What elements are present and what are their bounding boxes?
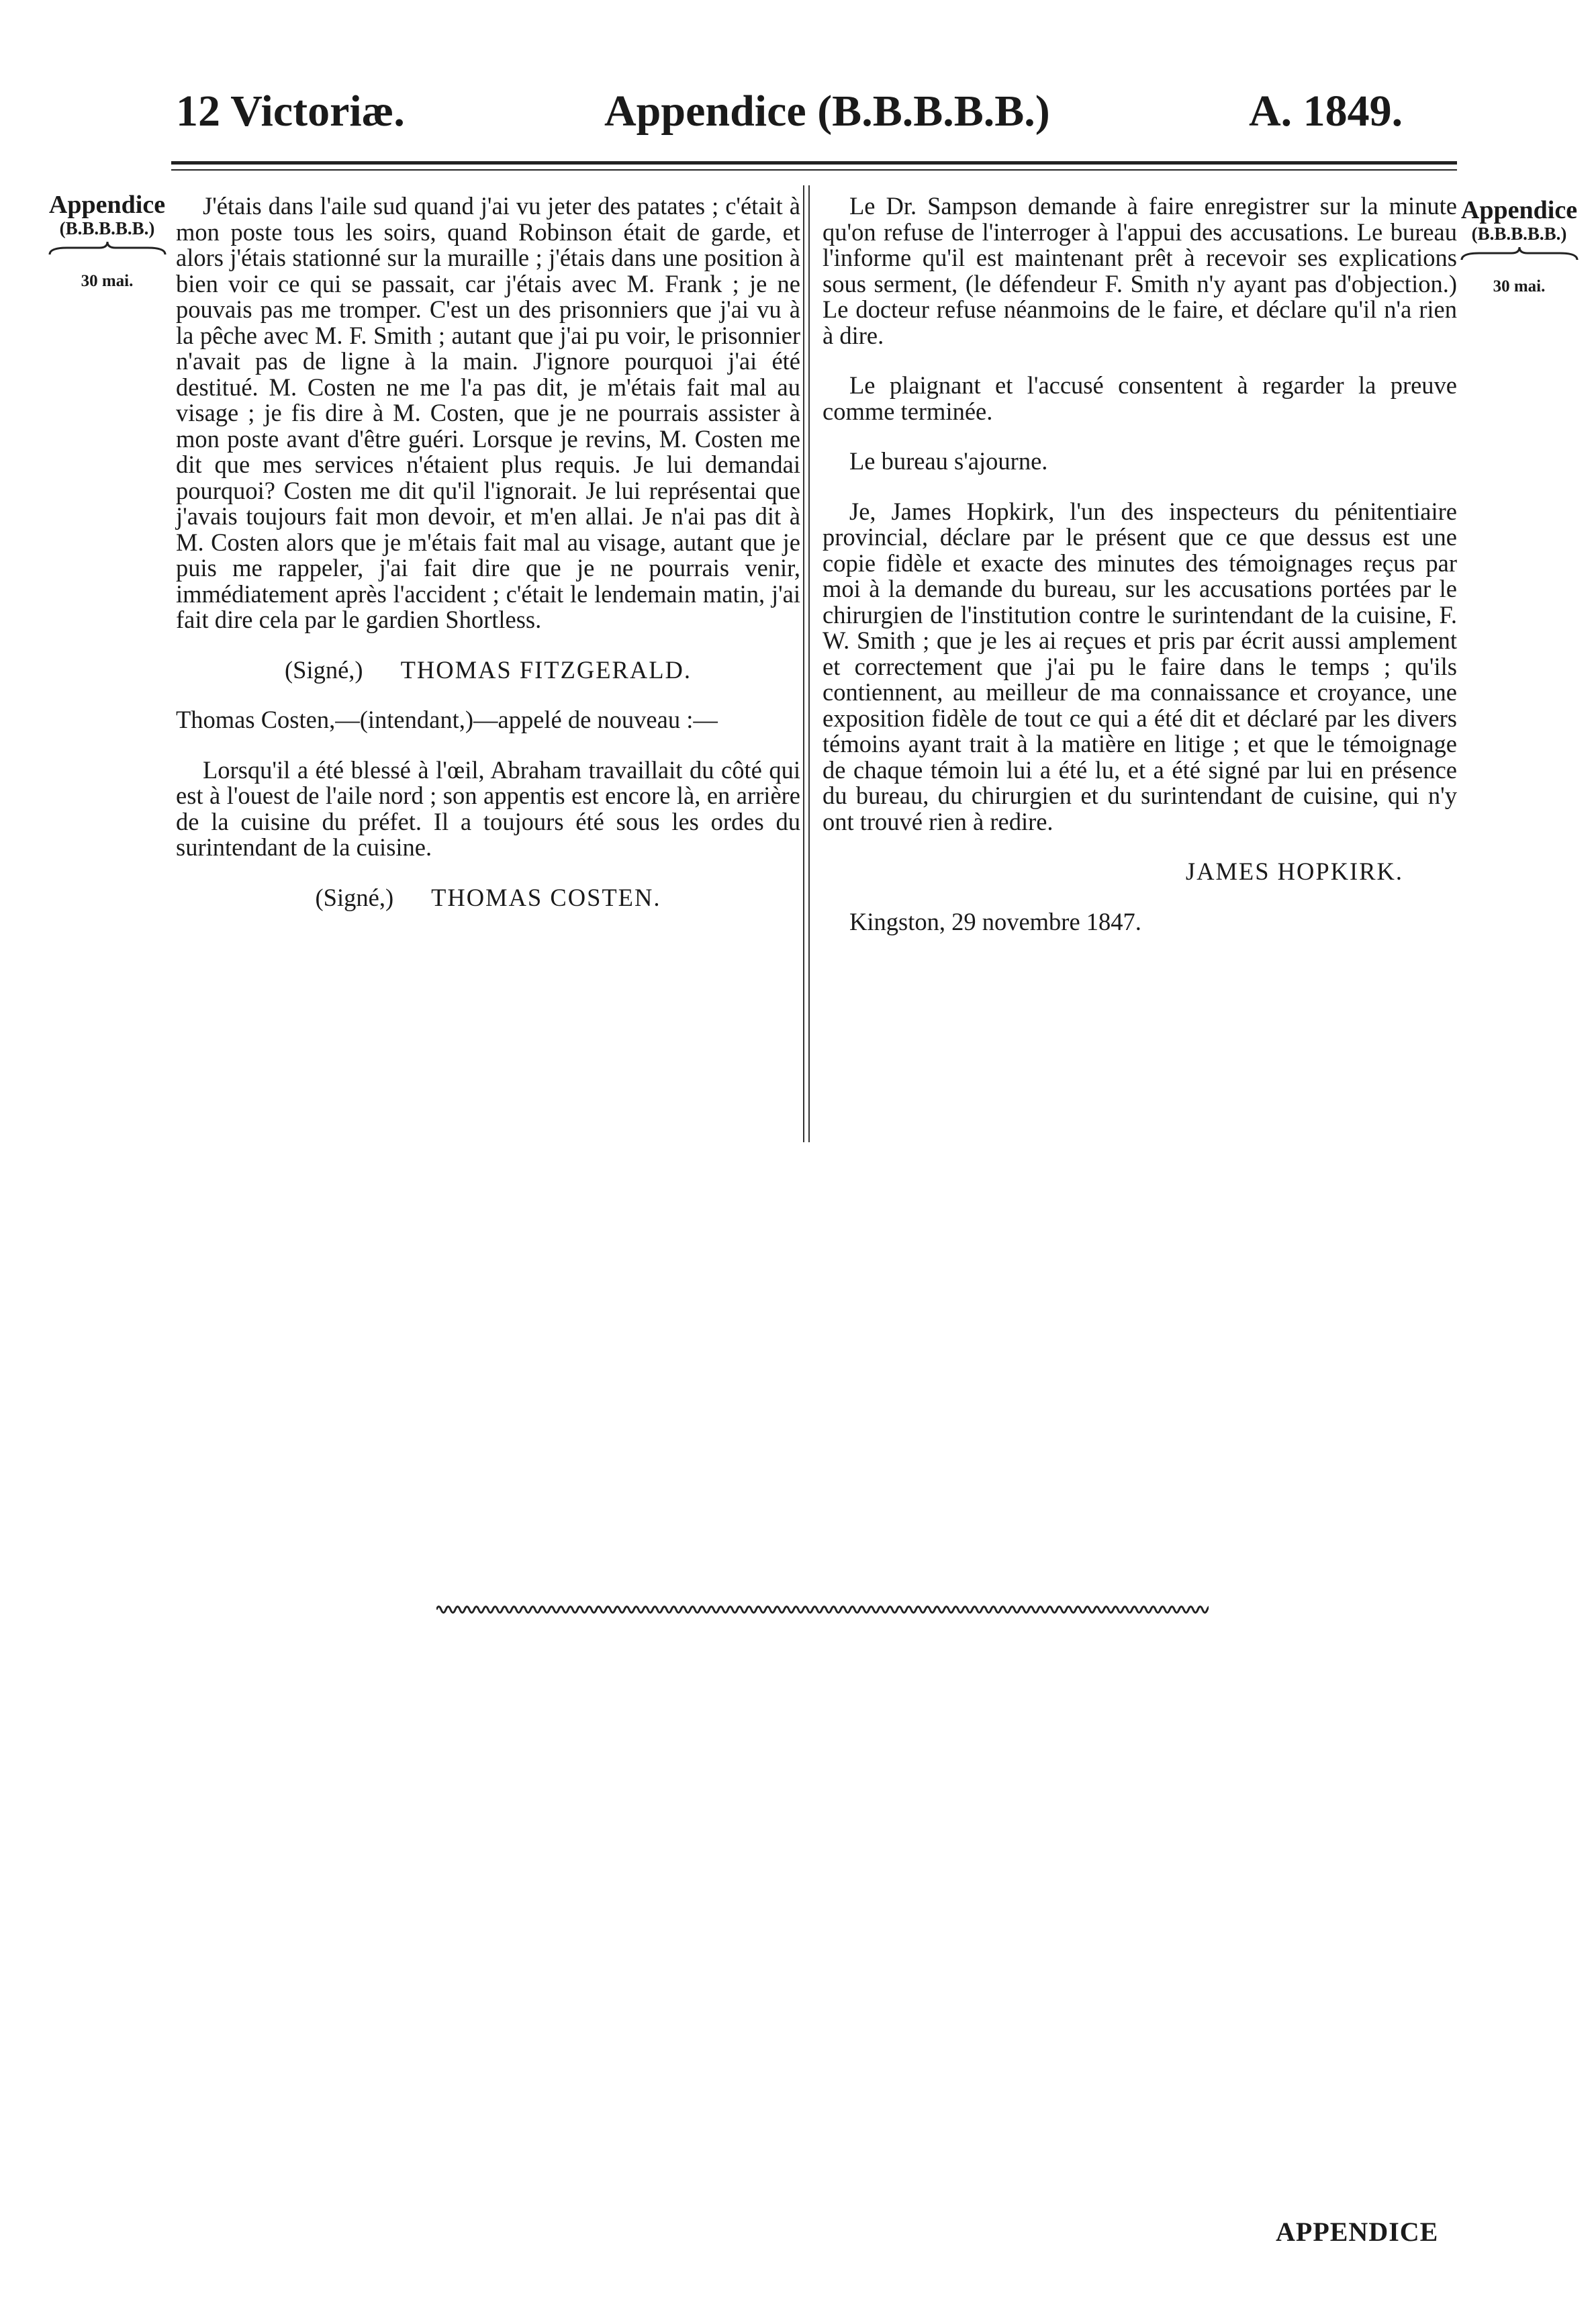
signature-name: JAMES HOPKIRK. (1185, 858, 1403, 885)
header-rule-thin (171, 169, 1457, 171)
minutes-paragraph: Le plaignant et l'accusé consentent à regarder la preuve comme terminée. (823, 371, 1457, 425)
margin-note-title: Appendice (1460, 196, 1578, 224)
signature-line (176, 885, 800, 911)
brace-icon (1459, 245, 1580, 263)
margin-note-code: (B.B.B.B.B.) (59, 218, 155, 238)
brace-icon (47, 240, 168, 257)
catchword: APPENDICE (1276, 2217, 1439, 2247)
minutes-paragraph: Le Dr. Sampson demande à faire enregistrer sur la minute qu'on refuse de l'interroger à l'appui des accusations. Le bureau l'informe qu'il est maintenant prêt à recevoir ses explications sous serment, (le défendeur F. Smith n'y ayant pas d'objection.) Le docteur refuse néanmoins de le faire, et déclare qu'il n'a rien à dire. (823, 192, 1457, 349)
testimony-paragraph: J'étais dans l'aile sud quand j'ai vu jeter des patates ; c'était à mon poste tous les soirs, quand Robinson était de garde, et alors j'étais stationné sur la muraille ; j'étais dans une position à bien voir ce qui se passait, car j'étais avec M. Frank ; je ne pouvais pas me tromper. C'est un des prisonniers que j'ai vu à la pêche avec M. F. Smith ; autant que j'ai pu voir, le prisonnier n'avait pas de ligne à la main. J'ignore pourquoi j'ai été destitué. M. Costen ne me l'a pas dit, je m'étais fait mal au visage ; je fis dire à M. Costen, que je ne pourrais assister à mon poste avant d'être guéri. Lorsque je revins, M. Costen me dit que mes services n'étaient plus requis. Je lui demandai pourquoi? Costen me dit qu'il l'ignorait. Je lui représentai que j'avais toujours fait mon devoir, et m'en allai. Je n'ai pas dit à M. Costen alors que je m'étais fait mal au visage, autant que je puis me rappeler, j'ai fait dire que je ne pourrais venir, immédiatement après l'accident ; c'était le lendemain matin, j'ai fait dire cela par le gardien Shortless. (176, 192, 800, 633)
header-session: 12 Victoriæ. (176, 87, 405, 136)
signature-name: THOMAS COSTEN. (431, 883, 661, 911)
column-separator (803, 185, 804, 1142)
wavy-divider (436, 1602, 1209, 1617)
witness-heading: Thomas Costen,—(intendant,)—appelé de nouveau :— (176, 706, 718, 733)
column-separator (808, 185, 810, 1142)
header-title: Appendice (B.B.B.B.B.) (604, 87, 1050, 136)
certification-paragraph: Je, James Hopkirk, l'un des inspecteurs du pénitentiaire provincial, déclare par le présent que ce que dessus est une copie fidèle et exacte des minutes des témoignages reçus par moi à la demande du bureau, sur les accusations portées par le chirurgien de l'institution contre le surintendant de la cuisine, F. W. Smith ; que je les ai reçues et pris par écrit aussi amplement et correctement que j'ai pu le faire dans le temps ; qu'ils contiennent, au meilleur de ma connaissance et croyance, une exposition fidèle de tout ce qui a été dit et déclaré par les divers témoins ayant trait à la matière en litige ; et que le témoignage de chaque témoin lui a été lu, et a été signé par lui en présence du bureau, du chirurgien et du surintendant de cuisine, qui n'y ont trouvé rien à redire. (823, 497, 1457, 835)
header-year: A. 1849. (1249, 87, 1403, 136)
minutes-paragraph: Le bureau s'ajourne. (849, 447, 1048, 475)
right-column (823, 193, 1457, 935)
signature-name: THOMAS FITZGERALD. (400, 655, 692, 684)
signature-label: (Signé,) (315, 883, 394, 911)
signature-line (176, 657, 800, 684)
testimony-paragraph: Lorsqu'il a été blessé à l'œil, Abraham travaillait du côté qui est à l'ouest de l'aile nord ; son appentis est encore là, en arrière de la cuisine du préfet. Il a toujours été sous les ordes du surintendant de la cuisine. (176, 755, 800, 861)
left-column (176, 193, 800, 911)
date-line: Kingston, 29 novembre 1847. (849, 907, 1141, 935)
signature-label: (Signé,) (284, 655, 363, 684)
margin-note-left (35, 191, 179, 291)
margin-note-date: 30 mai. (81, 272, 134, 290)
margin-note-code: (B.B.B.B.B.) (1471, 224, 1567, 244)
margin-note-right (1450, 197, 1588, 296)
margin-note-title: Appendice (48, 191, 166, 219)
margin-note-date: 30 mai. (1493, 277, 1546, 295)
header-rule-thick (171, 161, 1457, 165)
